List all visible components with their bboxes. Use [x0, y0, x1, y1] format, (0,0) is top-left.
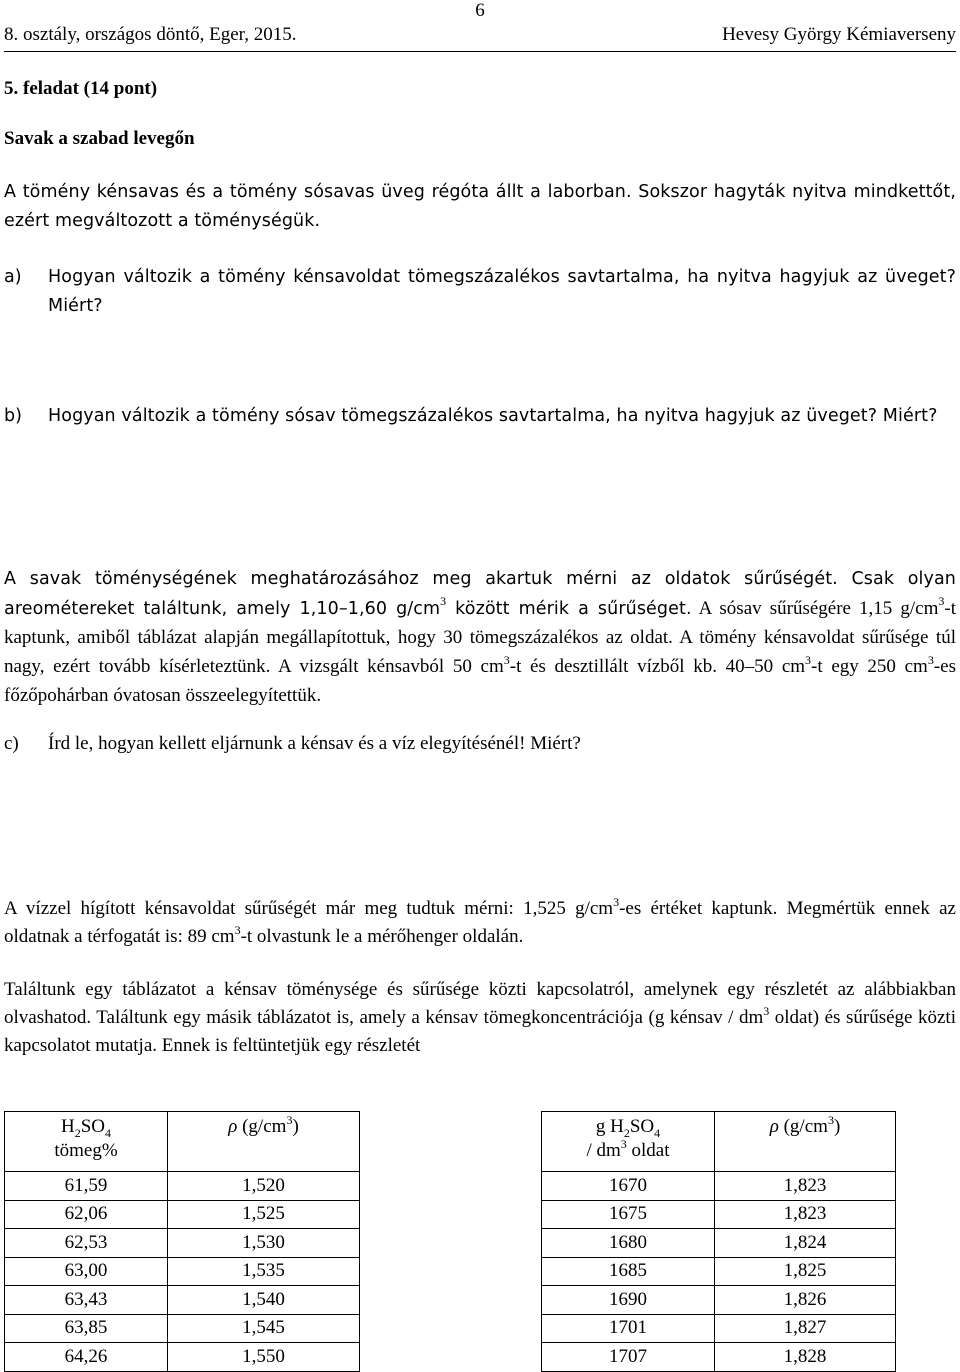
task-subtitle: Savak a szabad levegőn [4, 128, 195, 149]
header-rule [4, 51, 956, 52]
header-right: Hevesy György Kémiaverseny [722, 24, 956, 45]
table-header-row [542, 1112, 896, 1172]
question-c-label: c) [4, 733, 19, 754]
para1-part-b: között mérik a sűrűséget. [446, 598, 692, 619]
header-left: 8. osztály, országos döntő, Eger, 2015. [4, 24, 297, 45]
column-header-mass-percent: $H_2SO_4$ tömeg% [5, 1112, 168, 1172]
superscript: 3 [938, 594, 945, 609]
superscript: 3 [763, 1003, 770, 1018]
para1-part-a: A savak töménységének meghatározásához meg akartuk mérni az oldatok sűrűségét. Csak olyan areométereket találtunk, amely 1,10–1,60 g/cm [4, 569, 956, 619]
measurement-paragraph [4, 564, 956, 710]
superscript: 3 [234, 922, 241, 937]
table-row: 64,26 1,550 [5, 1343, 360, 1372]
table-row: 1685 1,825 [542, 1257, 896, 1286]
table-row: 62,53 1,530 [5, 1229, 360, 1258]
table-row: 1690 1,826 [542, 1286, 896, 1315]
para2-part-a: A vízzel hígított kénsavoldat sűrűségét már meg tudtuk mérni: 1,525 g/cm [4, 898, 614, 919]
question-a [4, 263, 956, 323]
table-row: 1680 1,824 [542, 1229, 896, 1258]
question-c [4, 730, 956, 760]
question-a-text: Hogyan változik a tömény kénsavoldat tömegszázalékos savtartalma, ha nyitva hagyjuk az üveget? Miért? [48, 267, 956, 316]
table-row: 1670 1,823 [542, 1172, 896, 1201]
table-row: 61,59 1,520 [5, 1172, 360, 1201]
table-row: 1707 1,828 [542, 1343, 896, 1372]
para1-part-c: A sósav sűrűségére 1,15 g/cm [691, 597, 939, 619]
column-header-mass-concentration: g $H_2SO_4$ / $dm^3$ oldat [542, 1112, 715, 1172]
question-b-label: b) [4, 406, 22, 426]
table-row: 63,00 1,535 [5, 1257, 360, 1286]
para1-part-d: -t kaptunk, amiből táblázat alapján megállapítottuk, hogy 30 tömegszázalékos az oldat. A tömény kénsavoldat sűrűsége túl nagy, ezért tovább kísérleteztünk. A vizsgált kénsavból 50 cm [4, 597, 956, 677]
para1-part-f: -t egy 250 cm [811, 656, 928, 677]
diluted-acid-paragraph [4, 895, 956, 951]
superscript: 3 [613, 894, 620, 909]
superscript: 3 [805, 652, 812, 667]
para3-part-b: oldat) és sűrűsége közti kapcsolatot mutatja. Ennek is feltüntetjük egy részletét [4, 1007, 956, 1056]
superscript: 3 [927, 652, 934, 667]
table-row: 63,85 1,545 [5, 1314, 360, 1343]
table-row: 1701 1,827 [542, 1314, 896, 1343]
page-number: 6 [475, 0, 485, 21]
task-title: 5. feladat (14 pont) [4, 78, 158, 99]
table-row: 63,43 1,540 [5, 1286, 360, 1315]
column-header-density: ρ $(g/cm^3)$ [715, 1112, 896, 1172]
para1-part-g: -es főzőpohárban óvatosan összeelegyítettük. [4, 656, 956, 706]
mass-concentration-density-table [541, 1111, 896, 1372]
question-b-text: Hogyan változik a tömény sósav tömegszázalékos savtartalma, ha nyitva hagyjuk az üveget? Miért? [48, 406, 938, 426]
table-header-row [5, 1112, 360, 1172]
superscript: 3 [440, 594, 447, 609]
table-row: 1675 1,823 [542, 1200, 896, 1229]
para2-part-b: -es értéket kaptunk. Megmértük ennek az oldatnak a térfogatát is: 89 cm [4, 898, 956, 947]
intro-paragraph: A tömény kénsavas és a tömény sósavas üveg régóta állt a laborban. Sokszor hagyták nyitva mindkettőt, ezért megváltozott a töménységük. [4, 182, 956, 231]
para3-part-a: Találtunk egy táblázatot a kénsav töménysége és sűrűsége közti kapcsolatról, amelynek egy részletét az alábbiakban olvashatod. Találtunk egy másik táblázatot is, amely a kénsav tömegkoncentrációja (g kénsav / dm [4, 979, 956, 1028]
tables-intro-paragraph [4, 976, 956, 1060]
para2-part-c: -t olvastunk le a mérőhenger oldalán. [240, 926, 524, 947]
para1-part-e: -t és desztillált vízből kb. 40–50 cm [509, 656, 806, 677]
superscript: 3 [503, 652, 510, 667]
column-header-density: ρ $(g/cm^3)$ [168, 1112, 360, 1172]
table-row: 62,06 1,525 [5, 1200, 360, 1229]
question-b [4, 402, 956, 462]
question-c-text: Írd le, hogyan kellett eljárnunk a kénsav és a víz elegyítésénél! Miért? [48, 733, 581, 754]
question-a-label: a) [4, 267, 22, 287]
mass-percent-density-table [4, 1111, 360, 1372]
